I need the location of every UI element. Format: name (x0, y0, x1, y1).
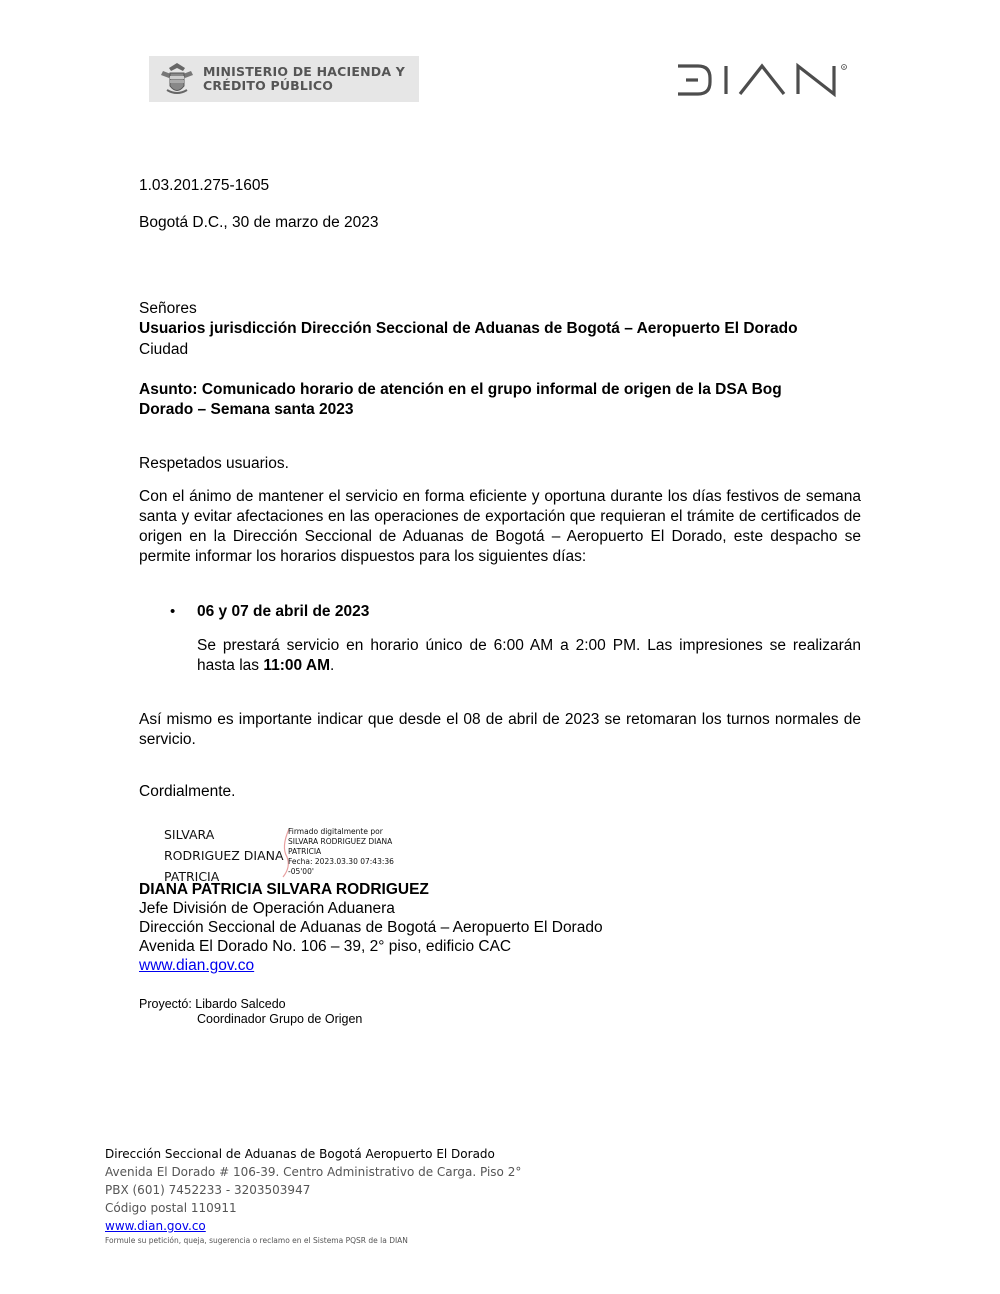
digital-signature-name: SILVARA RODRIGUEZ DIANA PATRICIA (164, 827, 284, 884)
city: Ciudad (139, 341, 189, 358)
project-author: Proyectó: Libardo Salcedo (139, 997, 286, 1011)
greeting: Respetados usuarios. (139, 455, 289, 472)
ministry-logo (149, 56, 419, 102)
bullet-detail: Se prestará servicio en horario único de 6:00 AM a 2:00 PM. Las impresiones se realizarán hasta las 11:00 AM. (197, 637, 861, 674)
bullet-icon: • (170, 603, 176, 620)
reference-number: 1.03.201.275-1605 (139, 177, 270, 194)
recipient: Usuarios jurisdicción Dirección Seccional de Aduanas de Bogotá – Aeropuerto El Dorado (139, 320, 798, 337)
body-paragraph: Con el ánimo de mantener el servicio en forma eficiente y oportuna durante los días festivos de semana santa y evitar afectaciones en las operaciones de exportación que requieran el trámite de certificados de origen en la Dirección Seccional de Aduanas de Bogotá – Aeropuerto El Dorado, este despacho se permite informar los horarios dispuestos para los siguientes días: (139, 488, 861, 565)
signer-office: Dirección Seccional de Aduanas de Bogotá – Aeropuerto El Dorado (139, 919, 603, 936)
date-line: Bogotá D.C., 30 de marzo de 2023 (139, 214, 379, 231)
footer-website-link[interactable]: www.dian.gov.co (105, 1219, 206, 1233)
signer-name: DIANA PATRICIA SILVARA RODRIGUEZ (139, 881, 429, 898)
footer-phone: PBX (601) 7452233 - 3203503947 (105, 1183, 311, 1197)
project-role: Coordinador Grupo de Origen (197, 1012, 363, 1026)
salutation: Señores (139, 300, 197, 317)
subject-line-2: Dorado – Semana santa 2023 (139, 401, 354, 418)
footer-note: Formule su petición, queja, sugerencia o reclamo en el Sistema PQSR de la DIAN (105, 1236, 408, 1245)
svg-text:R: R (842, 65, 846, 70)
signer-position: Jefe División de Operación Aduanera (139, 900, 395, 917)
signer-website-link[interactable]: www.dian.gov.co (139, 957, 255, 974)
footer-address: Avenida El Dorado # 106-39. Centro Administrativo de Carga. Piso 2° (105, 1165, 522, 1179)
closing-paragraph: Así mismo es importante indicar que desde el 08 de abril de 2023 se retomaran los turnos normales de servicio. (139, 711, 861, 748)
signer-address: Avenida El Dorado No. 106 – 39, 2° piso, edificio CAC (139, 938, 512, 955)
print-deadline: 11:00 AM (263, 657, 330, 674)
ministry-name: MINISTERIO DE HACIENDA Y CRÉDITO PÚBLICO (203, 64, 406, 93)
bullet-dates: 06 y 07 de abril de 2023 (197, 603, 370, 620)
footer-postal-code: Código postal 110911 (105, 1201, 237, 1215)
closing: Cordialmente. (139, 783, 236, 800)
subject-line-1: Asunto: Comunicado horario de atención en el grupo informal de origen de la DSA Bog (139, 381, 782, 398)
footer-office: Dirección Seccional de Aduanas de Bogotá Aeropuerto El Dorado (105, 1147, 495, 1161)
dian-logo (674, 62, 850, 98)
coat-of-arms-icon (157, 59, 197, 99)
digital-signature-details: Firmado digitalmente por SILVARA RODRIGUEZ DIANA PATRICIA Fecha: 2023.03.30 07:43:36 -05'00' (288, 827, 394, 876)
